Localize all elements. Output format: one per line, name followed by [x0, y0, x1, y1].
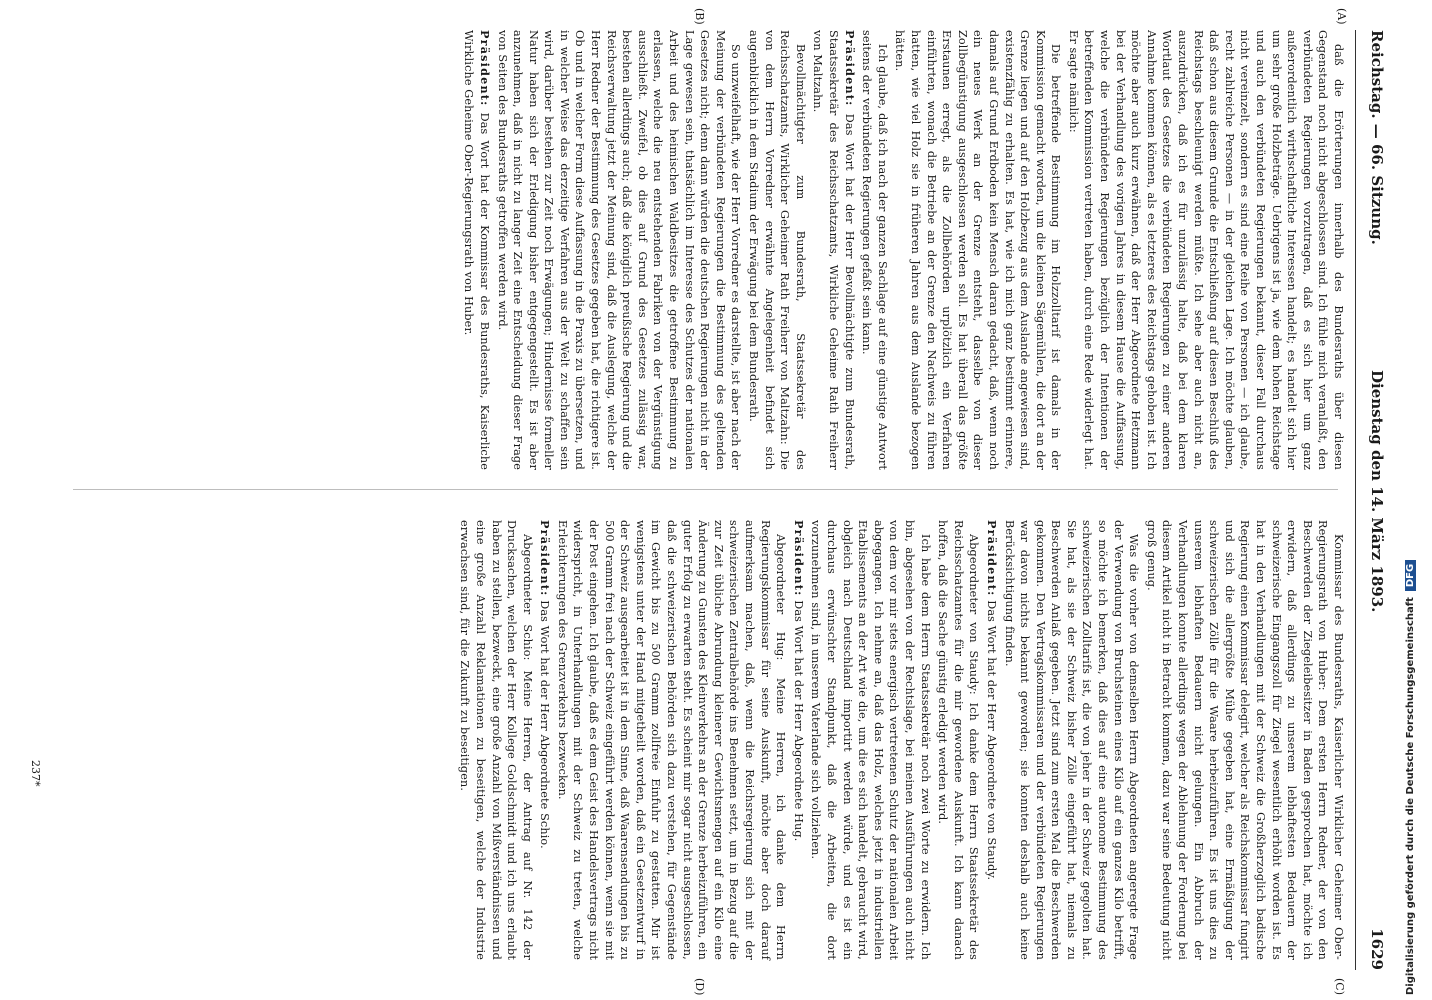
paragraph	[494, 30, 744, 470]
paragraph	[1065, 30, 1346, 470]
paragraph-text: Das Wort hat der Herr Abgeordnete Hug.	[791, 600, 805, 842]
paragraph-text: Das Wort hat der Kommissar des Bundesraths, Kaiserliche Wirkliche Geheime Ober-Regierungsrath von Huber.	[462, 30, 491, 470]
margin-marker-d: (D)	[693, 978, 706, 996]
margin-marker-b: (B)	[693, 8, 706, 25]
paragraph	[859, 30, 890, 470]
paragraph	[790, 520, 806, 960]
paragraph-text: Abgeordneter Hug: Meine Herren, ich danke dem Herrn Regierungskommissar für seine Auskunft, möchte aber doch darauf aufmerksam machen, daß, wenn die Reichsregierung sich mit der schweizerischen Zentralbehörde ins Benehmen setzt, um in Bezug auf die zur Zeit übliche Abrundung kleinerer Gewichtsmengen auf ein Kilo eine Änderung zu Gunsten des Kleinverkehrs an der Grenze herbeizuführen, ein guter Erfolg zu erwarten steht. Es scheint mir sogar nicht ausgeschlossen, daß die schweizerischen Behörden sich dazu verstehen, für Gegenstände im Gewicht bis zu 500 Gramm zollfreie Einfuhr zu gestatten. Mir ist wenigstens unter der Hand mitgetheilt worden, daß ein Gesetzentwurf in der Schweiz ausgearbeitet ist in dem Sinne, daß Waarensendungen bis zu 500 Gramm frei nach der Schweiz eingeführt werden können, wenn sie mit der Post eingehen. Ich glaube, daß es dem Geist des Handelsvertrags nicht widerspricht, in Unterhandlungen mit der Schweiz zu treten, welche Erleichterungen des Grenzverkehrs bezwecken.	[555, 520, 788, 960]
paragraph	[461, 30, 492, 470]
speaker-label: Präsident:	[477, 30, 492, 107]
credit-text: Digitalisierung gefördert durch die Deutsche Forschungsgemeinschaft	[1405, 597, 1416, 995]
paragraph-text: Kommissar des Bundesraths, Kaiserlicher Wirklicher Geheimer Ober-Regierungsrath von Huber: Dem ersten Herrn Redner, der von den Beschwerden der Ziegeleibesitzer in Baden gesprochen hat, möchte ich erwidern, daß allerdings zu unserem lebhaftesten Bedauern der schweizerische Eingangszoll für Ziegel wesentlich erhöht worden ist. Es hat in den Verhandlungen mit der Schweiz die Großherzoglich badische Regierung einen Kommissar delegirt, welcher als Reichskommissar fungirt und sich die allergrößte Mühe gegeben hat, eine Ermäßigung der schweizerischen Zölle für die Waare herbeizuführen. Es ist uns dies zu unserem lebhaften Bedauern nicht gelungen. Ein Abbruch der Verhandlungen konnte allerdings wegen der Ablehnung der Forderung bei diesem Artikel nicht in Betracht kommen, dazu war seine Bedeutung nicht groß genug.	[1144, 520, 1345, 960]
paragraph-text: Was die vorher von demselben Herrn Abgeordneten angeregte Frage der Verwendung von Bruchsteinen eines Kilo auf ein ganzes Kilo betrifft, so möchte ich bemerken, daß dies auf eine autonome Bestimmung des schweizerischen Zolltarifs ist, die von jeher in der Schweiz gegolten hat. Sie hat, als sie der Schweiz bisher Zölle eingeführt hat, niemals zu Beschwerden Anlaß gegeben. Jetzt sind zum ersten Mal die Beschwerden gekommen. Den Vertragskommissaren und der verbündeten Regierungen war davon nichts bekannt geworden; sie konnten deshalb auch keine Berücksichtigung finden.	[1002, 520, 1141, 960]
paragraph	[537, 520, 553, 960]
paragraph	[745, 30, 807, 470]
header-session: Reichstag. — 66. Sitzung.	[1368, 30, 1386, 245]
margin-marker-a: (A)	[1335, 8, 1348, 25]
speaker-label: Präsident:	[538, 520, 553, 597]
header-page-number: 1629	[1368, 928, 1386, 970]
paragraph-text: Abgeordneter von Staudy: Ich danke dem Herrn Staatssekretär des Reichsschatzamtes für die mir gewordene Auskunft. Ich kann danach hoffen, daß die Sache günstig erledigt werden wird.	[936, 520, 981, 960]
paragraph-text: Bevollmächtigter zum Bundesrath, Staatssekretär des Reichsschatzamts, Wirklicher Geheimer Rath Freiherr von Maltzahn: Die von dem Herrn Vorredner erwähnte Angelegenheit befindet sich augenblicklich in dem Stadium der Erwägung bei dem Bundesrath.	[747, 30, 807, 470]
right-column	[455, 520, 1346, 960]
speaker-label: Präsident:	[791, 520, 806, 597]
paragraph	[810, 30, 857, 470]
paragraph-text: Abgeordneter Schio: Meine Herren, der Antrag auf Nr. 142 der Drucksachen, welchen der Herr Kollege Goldschmidt und ich uns erlaubt haben zu stellen, bezweckt, eine große Anzahl von Mißverständnissen und eine große Anzahl Reklamationen zu beseitigen, welche der Industrie erwachsen sind, für die Zukunft zu beseitigen.	[458, 520, 534, 960]
paragraph-text: Ich habe dem Herrn Staatssekretär noch zwei Worte zu erwidern. Ich bin, abgesehen von der Rechtslage, bei meinen Ausführungen auch nicht von dem vor mir stets energisch vertretenen Schutz der nationalen Arbeit abgegangen. Ich nehme an, daß das Holz, welches jetzt in industriellen Etablissements an der Art wie die, um die es sich handelt, gebraucht wird, obgleich nach Deutschland importirt werden würde, und es ist ein durchaus erwünschter Standpunkt, daß die Arbeiten, die dort vorzunehmen sind, in unserem Vaterlande sich vollziehen.	[809, 520, 932, 960]
header-rule	[1355, 30, 1356, 970]
paragraph-text: daß die Erörterungen innerhalb des Bundesraths über diesen Gegenstand noch nicht abgeschlossen sind. Ich fühle mich veranlaßt, den verbündeten Regierungen vorzutragen, daß es sich hier um ganz außerordentlich wirthschaftliche Interessen handelt; es handelt sich hier um sehr große Holzbeträge. Uebrigens ist ja, wie dem hohen Reichstage und auch den verbündeten Regierungen bekannt, dieser Fall durchaus nicht vereinzelt, sondern es sind eine Reihe von Personen — ich glaube, recht zahlreiche Personen — in der gleichen Lage. Ich möchte glauben, daß schon aus diesem Grunde die Entschließung auf diesen Beschluß des Reichstags beschleunigt werden müßte. Ich sehe aber auch nicht an, auszudrücken, daß ich es für unzulässig halte, daß bei dem klaren Wortlaut des Gesetzes die verbündeten Regierungen zu einer anderen Annahme kommen können, als es letzteres des Reichstags gehoben ist. Ich möchte aber auch kurz erwähnen, daß der Herr Abgeordnete Hetzmann bei der Verhandlung des vorigen Jahres in diesem Hause die Auffassung, welche die verbündeten Regierungen bezüglich der Intentionen der betreffenden Kommission vertreten haben, durch eine Rede widerlegt hat. Er sagte nämlich:	[1066, 30, 1345, 470]
paragraph-text: So unzweifelhaft, wie der Herr Vorredner es darstellte, ist aber nach der Meinung der verbündeten Regierungen die Bestimmung des geltenden Gesetzes nicht; denn dann würden die deutschen Regierungen nicht in der Lage gewesen sein, thatsächlich im Interesse des Schutzes der nationalen Arbeit und des heimischen Waldbesitzes die getroffene Bestimmung zu erlassen, welche die neu entstehenden Fabriken von der Vergünstigung ausschließt. Zweifel, ob dies auf Grund des Gesetzes zulässig war, bestehen allerdings auch; daß die königlich preußische Regierung und die Reichsverwaltung jetzt der Meinung sind, daß die Auslegung, welche der Herr Redner der Bestimmung des Gesetzes gegeben hat, die richtigere ist. Ob und in welcher Form diese Auffassung in die Praxis zu übersetzen, und in welcher Weise das derzeitige Verfahren aus der Welt zu schaffen sein wird, darüber bestehen zur Zeit noch Erwägungen; Hindernisse formeller Natur haben sich der Erledigung bisher entgegengestellt. Es ist aber anzunehmen, daß in nicht zu langer Zeit eine Entscheidung dieser Frage von Seiten des Bundesraths getroffen werden wird.	[495, 30, 743, 470]
paragraph-text: Das Wort hat der Herr Bevollmächtigte zum Bundesrath, Staatssekretär des Reichsschatzamts, Wirkliche Geheime Rath Freiherr von Maltzahn.	[811, 30, 856, 470]
paragraph-text: Das Wort hat der Herr Abgeordnete von Staudy.	[984, 600, 998, 881]
paragraph-text: Die betreffende Bestimmung im Holzzolltarif ist damals in der Kommission gemacht worden, um die kleinen Sägemühlen, die dort an der Grenze liegen und auf den Holzbezug aus dem Auslande angewiesen sind, existenzfähig zu erhalten. Es hat, wie ich mich ganz bestimmt erinnere, damals auf Grund Erdboden kein Mensch daran gedacht, daß, wenn noch ein neues Werk an der Grenze entsteht, dasselbe von dieser Zollbegünstigung ausgeschlossen werden soll. Es hat überall das größte Erstaunen erregt, als die Zollbehörden urplötzlich ein Verfahren einführten, wonach die Betriebe an der Grenze den Nachweis zu führen hatten, wie viel Holz sie in früheren Jahren aus dem Auslande bezogen hätten.	[893, 30, 1063, 470]
rotated-document	[8, 0, 1398, 1000]
margin-marker-c: (C)	[1333, 978, 1346, 995]
paragraph-text: Ich glaube, daß ich nach der ganzen Sachlage auf eine günstige Antwort seitens der verbündeten Regierungen gefaßt sein kann.	[860, 30, 889, 470]
dfg-logo: DFG	[1405, 560, 1416, 591]
paragraph	[935, 520, 982, 960]
paragraph	[1001, 520, 1141, 960]
left-column	[459, 30, 1346, 470]
paragraph	[983, 520, 999, 960]
paragraph	[808, 520, 933, 960]
paragraph	[892, 30, 1064, 470]
sheet-number: 237*	[29, 760, 42, 787]
paragraph	[457, 520, 535, 960]
paragraph-text: Das Wort hat der Herr Abgeordnete Schio.	[538, 600, 552, 849]
speaker-label: Präsident:	[842, 30, 857, 107]
paragraph	[1143, 520, 1346, 960]
speaker-label: Präsident:	[984, 520, 999, 597]
column-divider	[73, 489, 1338, 490]
page-header	[1360, 30, 1386, 970]
digitization-credit	[1405, 560, 1416, 995]
header-date: Dienstag den 14. März 1893.	[1368, 370, 1386, 613]
paragraph	[554, 520, 788, 960]
